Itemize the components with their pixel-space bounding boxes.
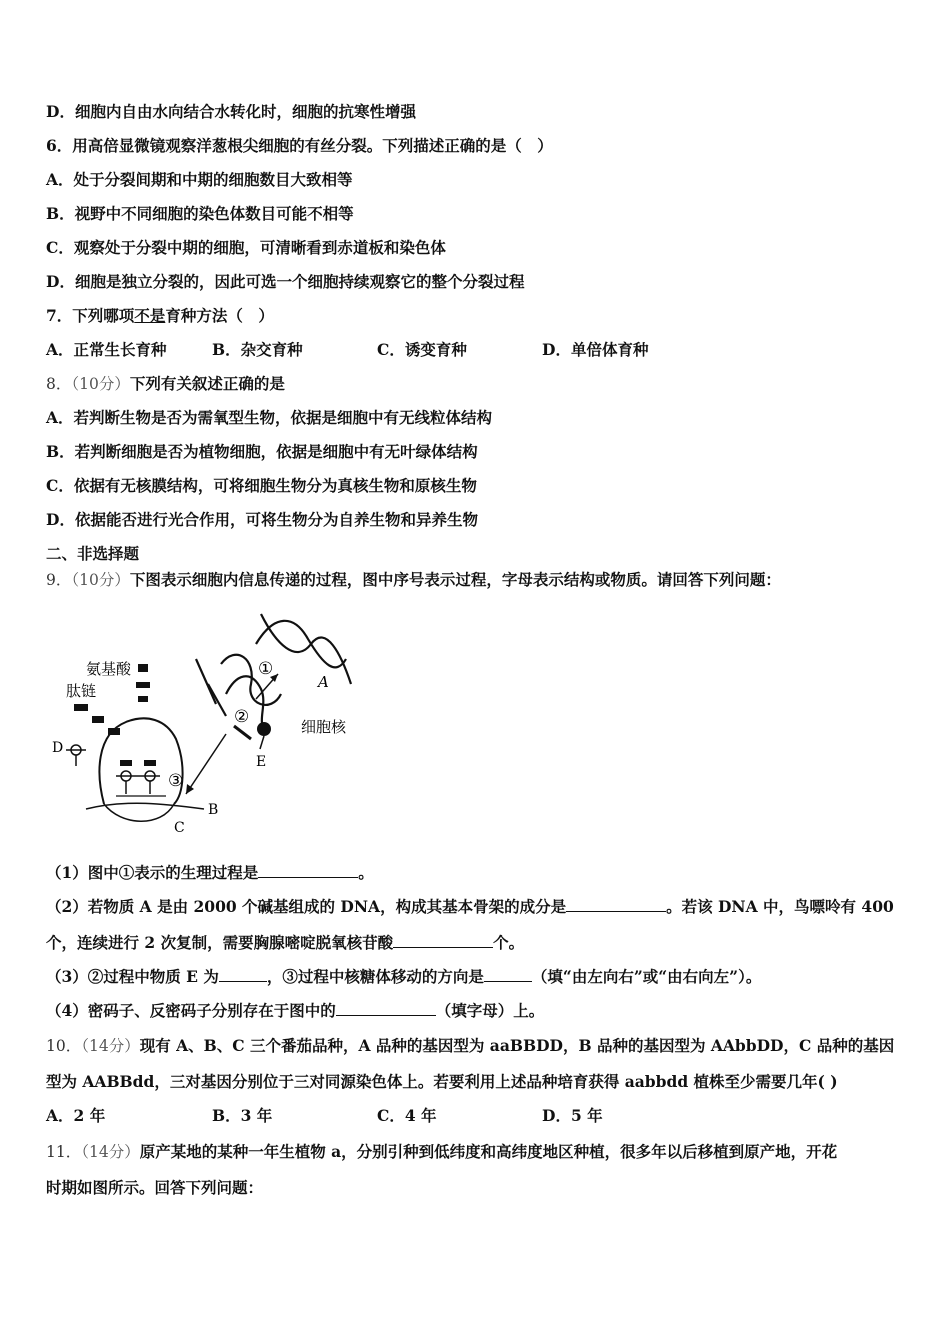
q7-stem-underlined: 不是: [134, 306, 166, 325]
enzyme-e-pointer: [260, 736, 264, 749]
q10-score: （14分）: [81, 1037, 140, 1055]
q11-stem-line2: 时期如图所示。回答下列问题：: [46, 1178, 264, 1197]
q10-number: 10．: [46, 1037, 82, 1055]
q9-sub3-blank-1: [219, 966, 267, 982]
q9-figure-cell-diagram: [46, 604, 376, 844]
amino-acid-block-3: [138, 696, 148, 702]
q9-sub2-line1: [46, 896, 894, 917]
q11-stem-text-1: 原产某地的某种一年生植物 a，分别引种到低纬度和高纬度地区种植，很多年以后移植到原产地，开花: [139, 1142, 838, 1161]
enzyme-e-dot: [257, 722, 271, 736]
label-d: D: [52, 740, 64, 756]
q6-option-d: D．细胞是独立分裂的，因此可选一个细胞持续观察它的整个分裂过程: [46, 272, 525, 291]
q8-option-c: C．依据有无核膜结构，可将细胞生物分为真核生物和原核生物: [46, 476, 477, 495]
q7-stem-pre: 7．下列哪项: [46, 306, 135, 325]
mrna-segment-3: [234, 726, 251, 739]
label-e: E: [256, 754, 267, 770]
amino-acid-block-2: [136, 682, 150, 688]
membrane-b: [86, 803, 204, 809]
process-1-label: ①: [258, 659, 274, 679]
q9-sub1-end: 。: [358, 863, 374, 882]
mrna-segment-1: [196, 659, 216, 704]
q9-sub4-text-b: （填字母）上。: [435, 1001, 545, 1020]
q9-sub2-blank-1: [566, 896, 666, 912]
q8-option-b: B．若判断细胞是否为植物细胞，依据是细胞中有无叶绿体结构: [46, 442, 478, 461]
q9-sub3-text-c: （填“由左向右”或“由右向左”）。: [531, 967, 762, 986]
process-3-label: ③: [168, 771, 184, 791]
ribosome-lower: [104, 804, 174, 821]
mrna-segment-2: [208, 684, 226, 716]
q9-sub3: [46, 966, 761, 987]
q9-sub2-text-a: （2）若物质 A 是由 2000 个碱基组成的 DNA，构成其基本骨架的成分是: [46, 897, 567, 916]
mrna-transport-arrow: [186, 734, 226, 794]
q9-sub2-blank-2: [393, 932, 493, 948]
peptide-block-2: [92, 716, 104, 723]
q7-stem: [46, 306, 274, 326]
amino-acid-block-1: [138, 664, 148, 672]
q9-sub2-text-b: 。若该 DNA 中，鸟嘌呤有 400: [666, 897, 894, 916]
q9-sub2-text-d: 个。: [493, 933, 525, 952]
q10-option-a: A．2 年: [46, 1106, 106, 1125]
q9-number: 9．: [46, 571, 72, 589]
q9-sub3-blank-2: [484, 966, 532, 982]
q10-stem-text-1: 现有 A、B、C 三个番茄品种，A 品种的基因型为 aaBBDD，B 品种的基因型为 AAbbDD，C 品种的基因: [139, 1036, 895, 1055]
process-2-label: ②: [234, 707, 250, 727]
q8-option-a: A．若判断生物是否为需氧型生物，依据是细胞中有无线粒体结构: [46, 408, 493, 427]
q7-option-a: A．正常生长育种: [46, 340, 167, 359]
q10-stem-line2: 型为 AABBdd，三对基因分别位于三对同源染色体上。若要利用上述品种培育获得 aabbdd 植株至少需要几年( ): [46, 1072, 838, 1091]
q8-number: 8．: [46, 375, 72, 393]
label-peptide: 肽链: [66, 682, 97, 700]
q6-option-a: A．处于分裂间期和中期的细胞数目大致相等: [46, 170, 353, 189]
q8-stem: [46, 374, 285, 394]
q9-stem-text: 下图表示细胞内信息传递的过程，图中序号表示过程，字母表示结构或物质。请回答下列问题：: [129, 570, 781, 589]
q9-sub1: [46, 862, 374, 883]
q9-sub2-line2: [46, 932, 524, 953]
label-b: B: [208, 802, 219, 818]
q7-option-b: B．杂交育种: [212, 340, 303, 359]
q6-option-b: B．视野中不同细胞的染色体数目可能不相等: [46, 204, 354, 223]
q5-option-d: D．细胞内自由水向结合水转化时，细胞的抗寒性增强: [46, 102, 416, 121]
q9-sub1-blank: [258, 862, 358, 878]
section-heading: 二、非选择题: [46, 544, 140, 563]
q9-sub2-text-c: 个，连续进行 2 次复制，需要胸腺嘧啶脱氧核苷酸: [46, 933, 394, 952]
label-a: A: [318, 673, 329, 691]
label-nucleus: 细胞核: [301, 718, 347, 736]
q8-score: （10分）: [71, 375, 130, 393]
q7-option-d: D．单倍体育种: [542, 340, 649, 359]
q10-option-d: D．5 年: [542, 1106, 603, 1125]
q9-sub1-text: （1）图中①表示的生理过程是: [46, 863, 259, 882]
peptide-block-1: [74, 704, 88, 711]
q11-score: （14分）: [81, 1143, 140, 1161]
q10-stem-line1: [46, 1036, 894, 1056]
ribosome-block-1: [120, 760, 132, 766]
q9-sub4-text-a: （4）密码子、反密码子分别存在于图中的: [46, 1001, 336, 1020]
trna-in-ribosome: [116, 771, 160, 794]
q6-stem: 6．用高倍显微镜观察洋葱根尖细胞的有丝分裂。下列描述正确的是（ ）: [46, 136, 553, 155]
q6-option-c: C．观察处于分裂中期的细胞，可清晰看到赤道板和染色体: [46, 238, 446, 257]
q10-option-b: B．3 年: [212, 1106, 273, 1125]
q8-option-d: D．依据能否进行光合作用，可将生物分为自养生物和异养生物: [46, 510, 478, 529]
q9-sub4-blank: [336, 1000, 436, 1016]
q7-option-c: C．诱变育种: [377, 340, 467, 359]
q9-stem: [46, 570, 781, 590]
trna-left: [66, 745, 86, 766]
q7-stem-post: 育种方法（ ）: [165, 306, 274, 325]
ribosome-outline: [99, 718, 182, 804]
q11-number: 11．: [46, 1143, 82, 1161]
label-amino-acid: 氨基酸: [86, 660, 132, 678]
q9-sub3-text-b: ，③过程中核糖体移动的方向是: [266, 967, 484, 986]
q8-stem-text: 下列有关叙述正确的是: [129, 374, 285, 393]
q9-score: （10分）: [71, 571, 130, 589]
label-c: C: [174, 820, 185, 836]
q11-stem-line1: [46, 1142, 837, 1162]
q9-sub3-text-a: （3）②过程中物质 E 为: [46, 967, 219, 986]
mrna-transport-arrowhead: [186, 784, 194, 794]
q9-sub4: [46, 1000, 544, 1021]
ribosome-block-2: [144, 760, 156, 766]
q10-option-c: C．4 年: [377, 1106, 437, 1125]
